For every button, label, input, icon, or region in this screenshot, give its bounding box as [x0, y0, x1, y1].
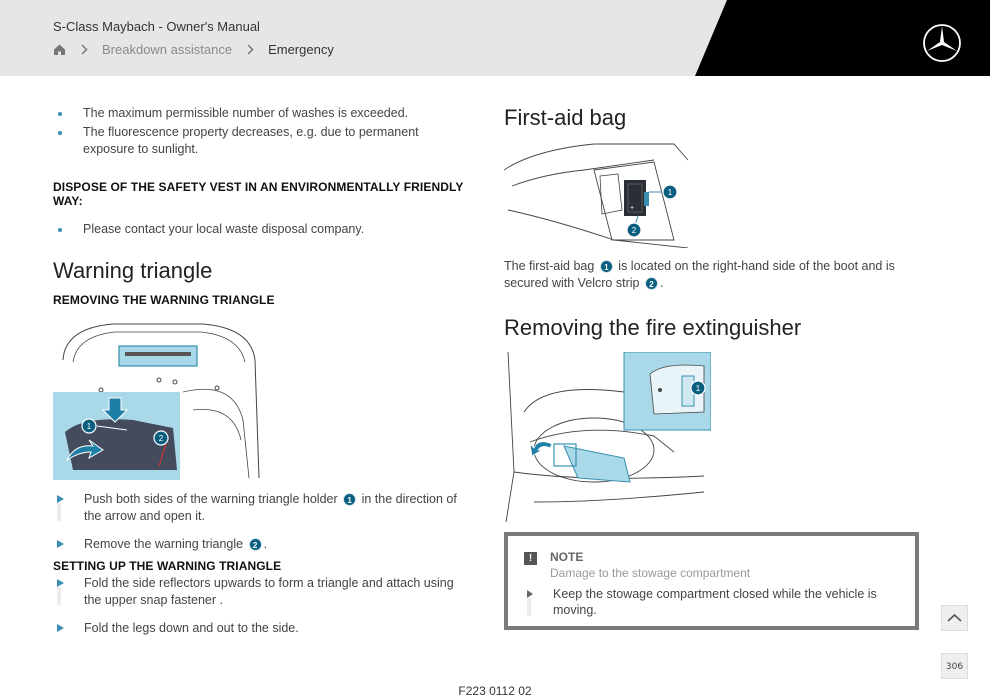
wash-conditions-list [53, 105, 473, 158]
note-text: Keep the stowage compartment closed while the vehicle is moving. [553, 587, 877, 617]
note-box [504, 532, 919, 630]
left-column [53, 100, 473, 307]
svg-text:+: + [630, 205, 635, 212]
dispose-heading: DISPOSE OF THE SAFETY VEST IN AN ENVIRONMENTALLY FRIENDLY WAY: [53, 180, 464, 208]
chevron-up-icon [942, 606, 967, 630]
callout-badge: 1 [343, 493, 356, 506]
scroll-to-top-button[interactable] [941, 605, 968, 631]
chevron-right-icon [79, 43, 89, 56]
figure-label: 2 [631, 226, 637, 235]
fire-extinguisher-illustration [504, 352, 711, 522]
breadcrumb [53, 42, 334, 57]
note-title: NOTE [550, 550, 584, 564]
step-arrow-icon [527, 590, 533, 598]
figure-label: 1 [86, 422, 92, 431]
warning-icon: ! [524, 552, 537, 565]
removing-heading: REMOVING THE WARNING TRIANGLE [53, 293, 275, 307]
figure-label: 1 [695, 384, 701, 393]
first-aid-illustration [504, 140, 688, 248]
setting-up-steps [53, 575, 473, 637]
step-item: Fold the legs down and out to the side. [53, 620, 473, 637]
list-item: Please contact your local waste disposal company. [53, 221, 473, 238]
list-item: The fluorescence property decreases, e.g. due to permanent exposure to sunlight. [53, 124, 473, 158]
callout-badge: 2 [249, 538, 262, 551]
home-icon[interactable] [53, 43, 66, 56]
list-item: The maximum permissible number of washes is exceeded. [53, 105, 473, 122]
fire-extinguisher-title: Removing the fire extinguisher [504, 315, 802, 340]
setting-up-heading: SETTING UP THE WARNING TRIANGLE [53, 559, 282, 573]
breadcrumb-current: Emergency [268, 42, 334, 57]
warning-triangle-illustration [53, 320, 263, 482]
dispose-list [53, 221, 473, 238]
callout-badge: 1 [600, 260, 613, 273]
figure-code: F223 0112 02 [458, 684, 532, 698]
note-subtitle: Damage to the stowage compartment [550, 566, 751, 580]
chevron-right-icon [245, 43, 255, 56]
step-item: Remove the warning triangle 2 . [53, 536, 473, 553]
step-item: Push both sides of the warning triangle holder 1 in the direction of the arrow and open it. [53, 491, 473, 525]
breadcrumb-link-breakdown[interactable]: Breakdown assistance [102, 42, 233, 57]
brand-star-logo[interactable] [922, 23, 962, 63]
figure-label: 2 [158, 434, 164, 443]
first-aid-title: First-aid bag [504, 105, 627, 130]
callout-badge: 2 [645, 277, 658, 290]
first-aid-description: The first-aid bag 1 is located on the right-hand side of the boot and is secured with Velcro strip 2 . [504, 259, 895, 290]
warning-triangle-title: Warning triangle [53, 258, 213, 283]
step-item: Fold the side reflectors upwards to form a triangle and attach using the upper snap fastener . [53, 575, 473, 609]
removing-steps [53, 491, 473, 553]
figure-label: 1 [667, 188, 673, 197]
page-number-button[interactable]: 306 [941, 653, 968, 679]
manual-title: S-Class Maybach - Owner's Manual [53, 19, 260, 34]
